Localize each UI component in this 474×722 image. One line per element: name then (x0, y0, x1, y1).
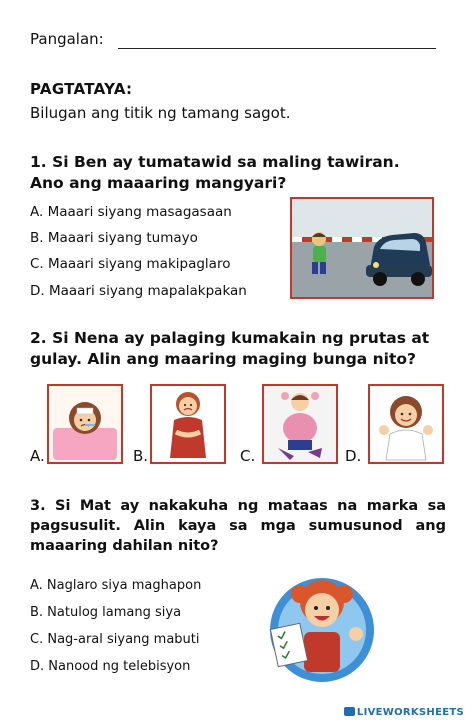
q2-letter-c[interactable]: C. (240, 447, 256, 465)
question-1: 1. Si Ben ay tumatawid sa maling tawiran. Ano ang maaaring mangyari? (30, 153, 400, 192)
q3-option-a[interactable]: A. Naglaro siya maghapon (30, 578, 202, 593)
q2-overweight-girl-image (262, 384, 338, 464)
q2-letter-b[interactable]: B. (133, 447, 149, 465)
q1-option-b[interactable]: B. Maaari siyang tumayo (30, 230, 198, 246)
q2-sick-girl-image (47, 384, 123, 464)
section-title: PAGTATAYA: (30, 80, 133, 98)
question-2: 2. Si Nena ay palaging kumakain ng prutas at gulay. Alin ang maaring maging bunga nito? (30, 329, 430, 368)
q2-letter-a[interactable]: A. (30, 447, 45, 465)
name-input-line[interactable] (118, 48, 436, 49)
q1-option-a[interactable]: A. Maaari siyang masagasaan (30, 204, 232, 220)
q3-happy-student-image (244, 568, 400, 686)
q3-option-c[interactable]: C. Nag-aral siyang mabuti (30, 632, 200, 647)
q1-street-crossing-image (290, 197, 434, 299)
q3-option-d[interactable]: D. Nanood ng telebisyon (30, 659, 191, 674)
question-3: 3. Si Mat ay nakakuha ng mataas na marka sa pagsusulit. Alin kaya sa mga sumusunod ang maaaring dahilan nito? (30, 498, 446, 554)
q2-healthy-girl-image (368, 384, 444, 464)
q1-option-d[interactable]: D. Maaari siyang mapalakpakan (30, 283, 247, 299)
q1-option-c[interactable]: C. Maaari siyang makipaglaro (30, 256, 231, 272)
liveworksheets-logo: LIVEWORKSHEETS (344, 707, 464, 718)
instruction-text: Bilugan ang titik ng tamang sagot. (30, 104, 291, 122)
logo-mark-icon (344, 707, 355, 716)
q2-stomachache-girl-image (150, 384, 226, 464)
name-label: Pangalan: (30, 30, 104, 48)
q2-letter-d[interactable]: D. (345, 447, 362, 465)
q3-option-b[interactable]: B. Natulog lamang siya (30, 605, 182, 620)
